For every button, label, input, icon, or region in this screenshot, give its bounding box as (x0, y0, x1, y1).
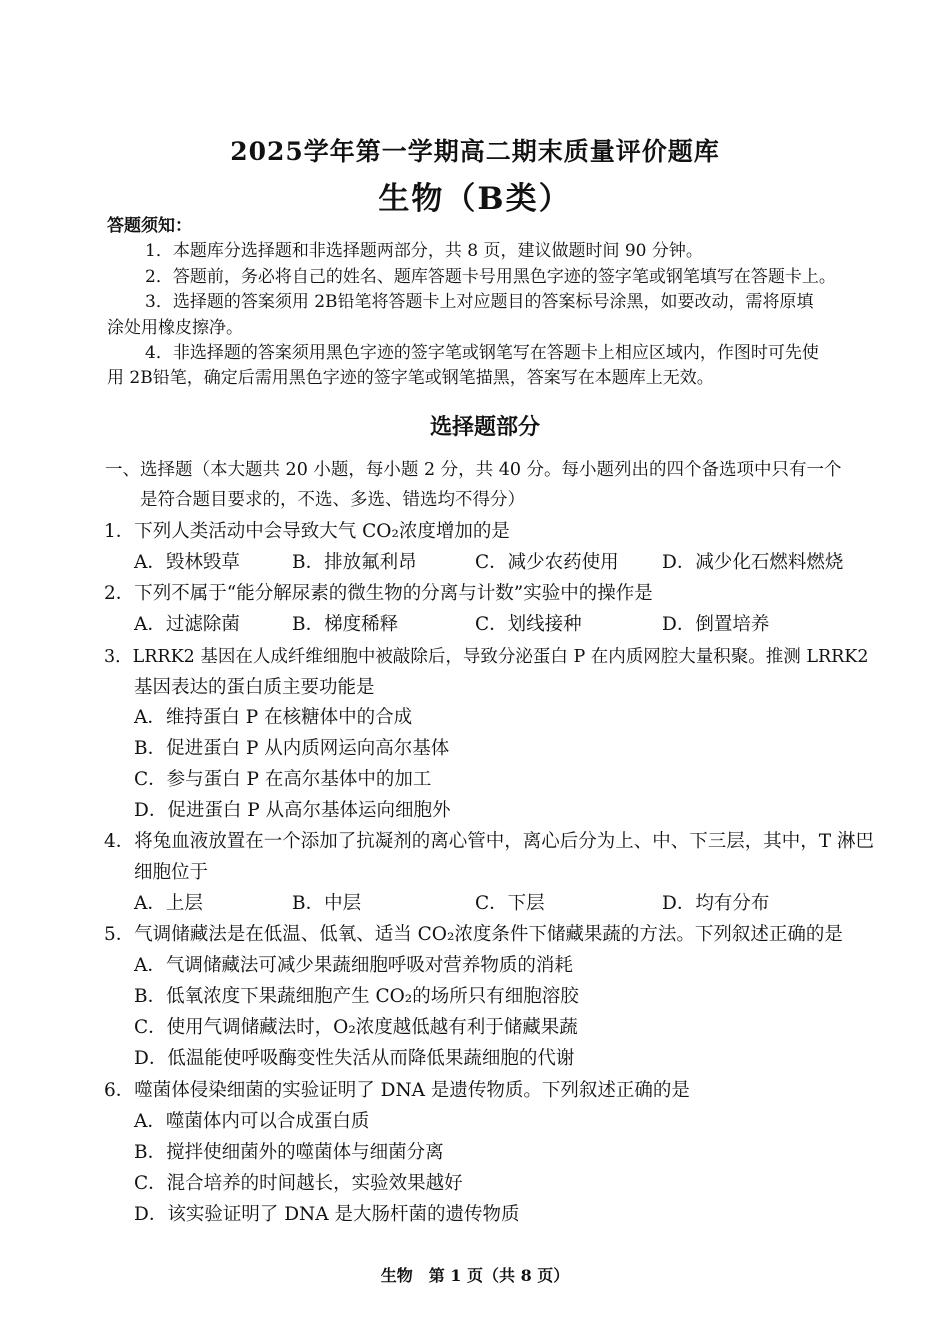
question-5-option-c: C．使用气调储藏法时，O₂浓度越低越有利于储藏果蔬 (134, 1017, 578, 1038)
question-4-option-d: D．均有分布 (662, 893, 770, 914)
section-instructions-1: 一、选择题（本大题共 20 小题，每小题 2 分，共 40 分。每小题列出的四个备选项中只有一个 (105, 460, 842, 480)
question-4-option-c: C．下层 (475, 893, 545, 914)
question-6-option-c: C．混合培养的时间越长，实验效果越好 (134, 1173, 463, 1194)
notice-item-3: 3．选择题的答案须用 2B铅笔将答题卡上对应题目的答案标号涂黑，如要改动，需将原填 (145, 292, 814, 312)
question-4-option-a: A．上层 (134, 893, 203, 914)
question-1-stem: 1．下列人类活动中会导致大气 CO₂浓度增加的是 (104, 521, 510, 542)
question-6-option-a: A．噬菌体内可以合成蛋白质 (134, 1111, 370, 1132)
notice-item-4: 4．非选择题的答案须用黑色字迹的签字笔或钢笔写在答题卡上相应区域内，作图时可先使 (145, 343, 819, 363)
exam-title: 2025学年第一学期高二期末质量评价题库 (230, 137, 720, 166)
question-5-option-d: D．低温能使呼吸酶变性失活从而降低果蔬细胞的代谢 (134, 1048, 575, 1069)
section-title: 选择题部分 (429, 414, 540, 440)
question-1-option-a: A．毁林毁草 (134, 552, 240, 573)
notice-item-2: 2．答题前，务必将自己的姓名、题库答题卡号用黑色字迹的签字笔或钢笔填写在答题卡上。 (145, 267, 836, 287)
subject-title: 生物（B类） (378, 181, 572, 217)
question-3-option-c: C．参与蛋白 P 在高尔基体中的加工 (134, 769, 432, 790)
question-4-stem-cont: 细胞位于 (134, 862, 209, 883)
question-3-option-a: A．维持蛋白 P 在核糖体中的合成 (134, 707, 413, 728)
question-3-option-b: B．促进蛋白 P 从内质网运向高尔基体 (134, 738, 450, 759)
question-6-stem: 6．噬菌体侵染细菌的实验证明了 DNA 是遗传物质。下列叙述正确的是 (104, 1080, 690, 1101)
question-2-option-a: A．过滤除菌 (134, 614, 240, 635)
question-6-option-b: B．搅拌使细菌外的噬菌体与细菌分离 (134, 1142, 444, 1163)
question-3-stem-cont: 基因表达的蛋白质主要功能是 (134, 677, 375, 698)
question-3-option-d: D．促进蛋白 P 从高尔基体运向细胞外 (134, 800, 451, 821)
question-6-option-d: D．该实验证明了 DNA 是大肠杆菌的遗传物质 (134, 1204, 520, 1225)
section-instructions-2: 是符合题目要求的，不选、多选、错选均不得分） (140, 490, 525, 510)
question-4-stem: 4．将兔血液放置在一个添加了抗凝剂的离心管中，离心后分为上、中、下三层，其中，T 淋巴 (104, 831, 874, 852)
question-5-stem: 5．气调储藏法是在低温、低氧、适当 CO₂浓度条件下储藏果蔬的方法。下列叙述正确的是 (104, 924, 843, 945)
notice-item-1: 1．本题库分选择题和非选择题两部分，共 8 页，建议做题时间 90 分钟。 (145, 241, 703, 261)
notice-item-4-cont: 用 2B铅笔，确定后需用黑色字迹的签字笔或钢笔描黑，答案写在本题库上无效。 (107, 368, 714, 388)
question-5-option-b: B．低氧浓度下果蔬细胞产生 CO₂的场所只有细胞溶胶 (134, 986, 579, 1007)
question-2-option-d: D．倒置培养 (662, 614, 770, 635)
question-2-option-c: C．划线接种 (475, 614, 582, 635)
question-1-option-d: D．减少化石燃料燃烧 (662, 552, 844, 573)
question-2-stem: 2．下列不属于“能分解尿素的微生物的分离与计数”实验中的操作是 (104, 583, 653, 604)
question-4-option-b: B．中层 (292, 893, 362, 914)
notice-item-3-cont: 涂处用橡皮擦净。 (107, 318, 243, 338)
page-footer: 生物 第 1 页（共 8 页） (380, 1266, 570, 1285)
question-5-option-a: A．气调储藏法可减少果蔬细胞呼吸对营养物质的消耗 (134, 955, 573, 976)
question-1-option-c: C．减少农药使用 (475, 552, 619, 573)
question-1-option-b: B．排放氟利昂 (292, 552, 417, 573)
notice-heading: 答题须知： (107, 216, 192, 236)
question-2-option-b: B．梯度稀释 (292, 614, 399, 635)
question-3-stem: 3．LRRK2 基因在人成纤维细胞中被敲除后，导致分泌蛋白 P 在内质网腔大量积聚。推测 LRRK2 (104, 647, 869, 667)
